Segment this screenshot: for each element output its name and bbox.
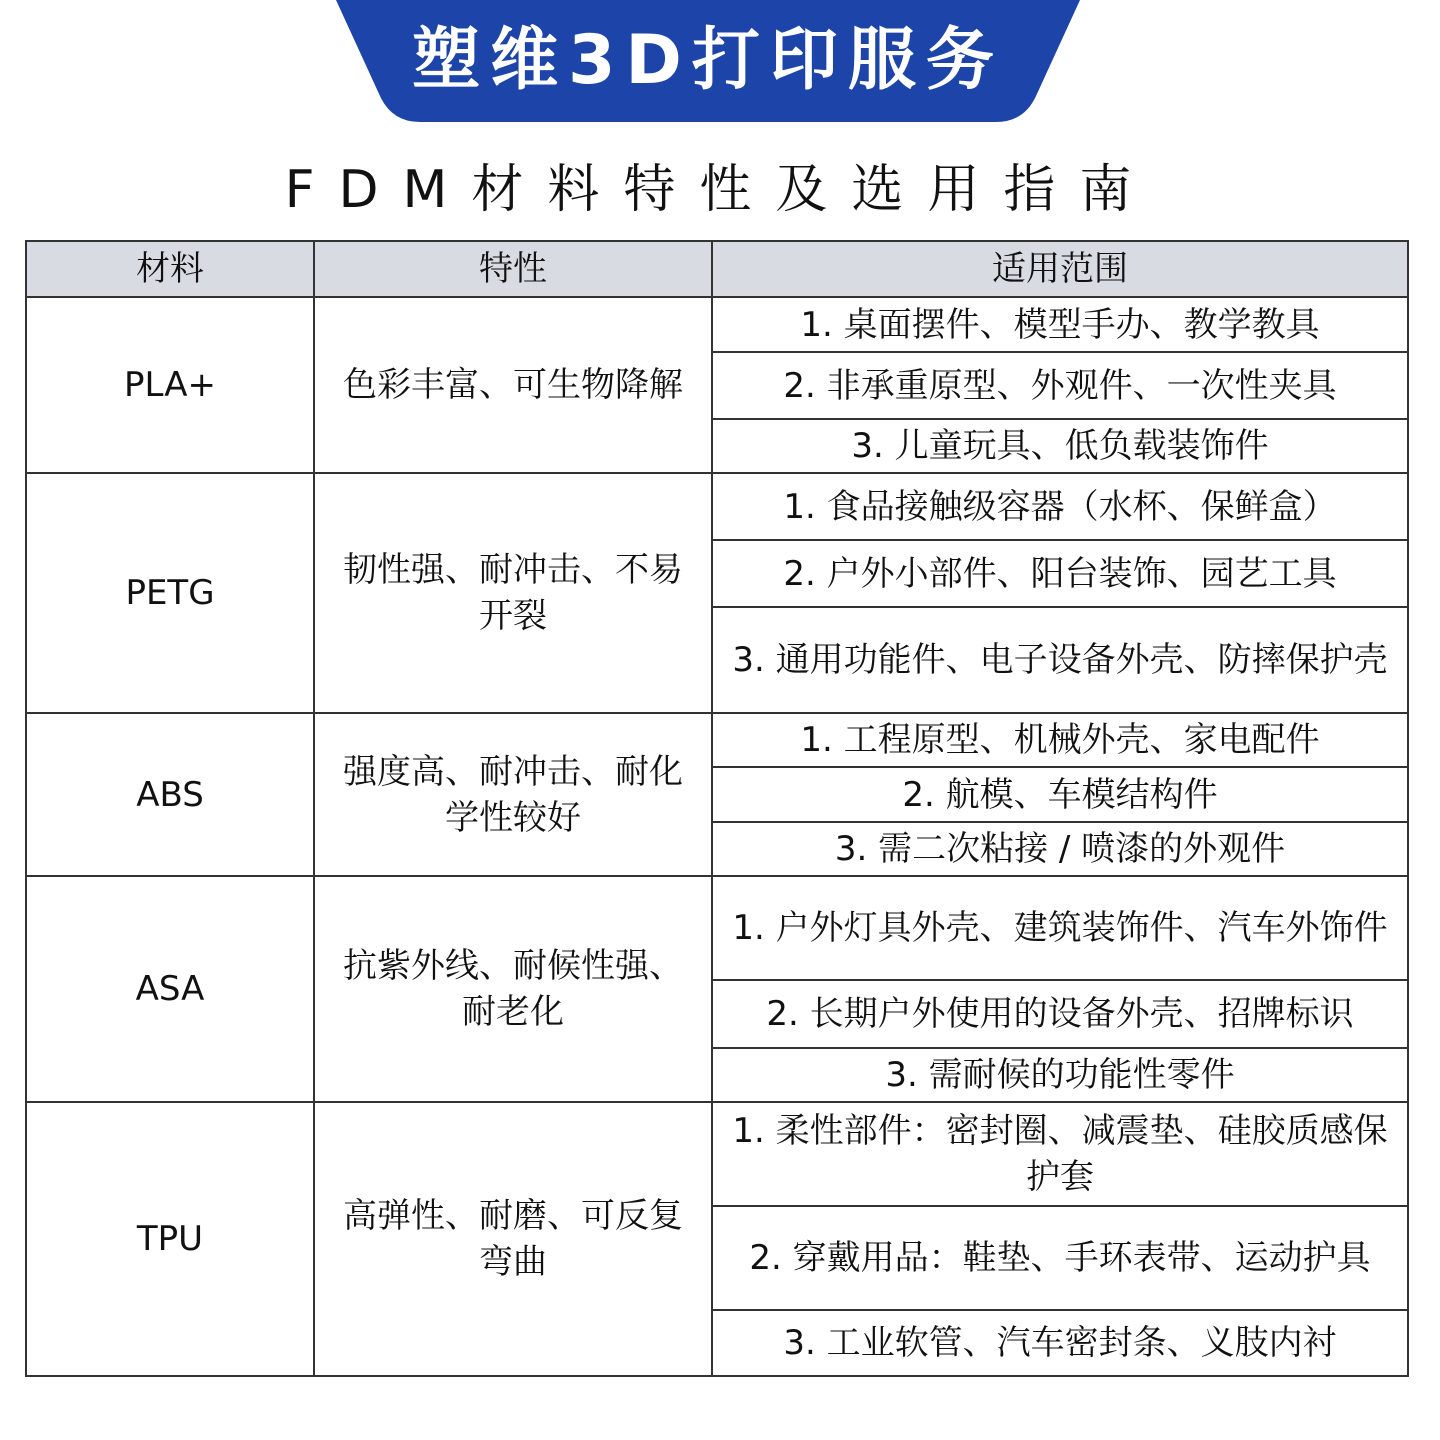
- use-cell: 2. 长期户外使用的设备外壳、招牌标识: [712, 980, 1408, 1048]
- use-cell: 3. 儿童玩具、低负载装饰件: [712, 419, 1408, 473]
- use-cell: 3. 需二次粘接 / 喷漆的外观件: [712, 822, 1408, 876]
- use-cell: 2. 穿戴用品：鞋垫、手环表带、运动护具: [712, 1206, 1408, 1310]
- properties-cell: 色彩丰富、可生物降解: [314, 297, 712, 473]
- table-row: [26, 876, 1408, 980]
- properties-cell: 抗紫外线、耐候性强、耐老化: [314, 876, 712, 1102]
- banner-title: 塑维3D打印服务: [412, 21, 1004, 100]
- table-row: [26, 473, 1408, 540]
- materials-table: [25, 240, 1409, 1377]
- material-cell: PETG: [26, 473, 314, 713]
- use-cell: 2. 非承重原型、外观件、一次性夹具: [712, 352, 1408, 419]
- use-cell: 1. 食品接触级容器（水杯、保鲜盒）: [712, 473, 1408, 540]
- table-header-row: [26, 241, 1408, 297]
- table-row: [26, 713, 1408, 767]
- material-cell: TPU: [26, 1102, 314, 1376]
- use-cell: 1. 桌面摆件、模型手办、教学教具: [712, 297, 1408, 352]
- use-cell: 1. 户外灯具外壳、建筑装饰件、汽车外饰件: [712, 876, 1408, 980]
- use-cell: 2. 航模、车模结构件: [712, 767, 1408, 822]
- material-cell: ASA: [26, 876, 314, 1102]
- column-header-uses: 适用范围: [712, 241, 1408, 297]
- use-cell: 2. 户外小部件、阳台装饰、园艺工具: [712, 540, 1408, 607]
- use-cell: 1. 柔性部件：密封圈、减震垫、硅胶质感保护套: [712, 1102, 1408, 1206]
- use-cell: 3. 需耐候的功能性零件: [712, 1048, 1408, 1102]
- page-subtitle: FDM材料特性及选用指南: [284, 160, 1156, 220]
- column-header-properties: 特性: [314, 241, 712, 297]
- material-cell: ABS: [26, 713, 314, 876]
- column-header-material: 材料: [26, 241, 314, 297]
- use-cell: 3. 通用功能件、电子设备外壳、防摔保护壳: [712, 607, 1408, 713]
- table-row: [26, 297, 1408, 352]
- use-cell: 1. 工程原型、机械外壳、家电配件: [712, 713, 1408, 767]
- material-cell: PLA+: [26, 297, 314, 473]
- properties-cell: 强度高、耐冲击、耐化学性较好: [314, 713, 712, 876]
- properties-cell: 高弹性、耐磨、可反复弯曲: [314, 1102, 712, 1376]
- use-cell: 3. 工业软管、汽车密封条、义肢内衬: [712, 1310, 1408, 1376]
- title-banner: [336, 0, 1080, 122]
- properties-cell: 韧性强、耐冲击、不易开裂: [314, 473, 712, 713]
- table-row: [26, 1102, 1408, 1206]
